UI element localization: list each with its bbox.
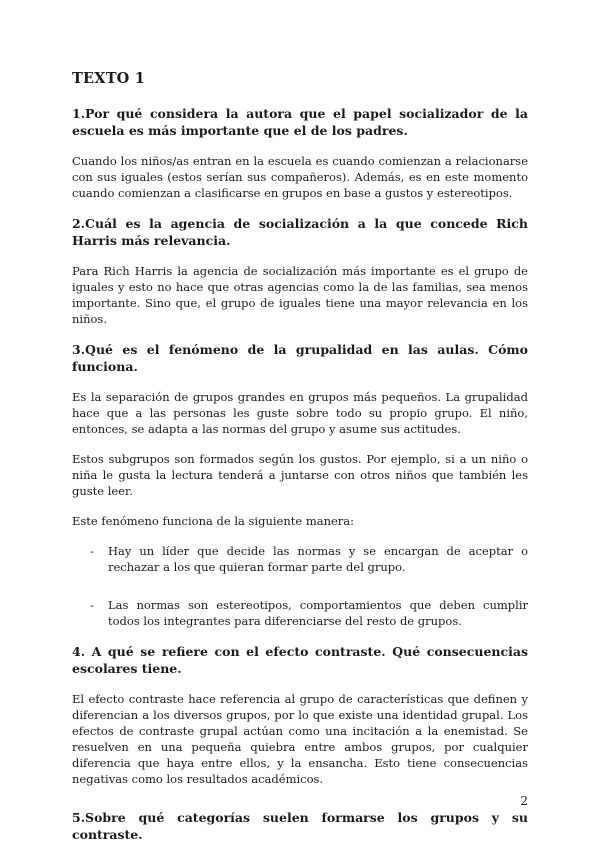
- page-number: 2: [520, 794, 528, 808]
- answer-1-paragraph: Cuando los niños/as entran en la escuela es cuando comienzan a relacionarse con sus iguales (estos serían sus compañeros). Además, es en este momento cuando comienzan a clasificarse en grupos en base a gustos y estereotipos.: [72, 154, 528, 200]
- question-2: 2.Cuál es la agencia de socialización a la que concede Rich Harris más relevancia.: [72, 216, 528, 248]
- question-1: 1.Por qué considera la autora que el papel socializador de la escuela es más importante que el de los padres.: [72, 106, 528, 138]
- question-4: 4. A qué se refiere con el efecto contraste. Qué consecuencias escolares tiene.: [72, 644, 528, 676]
- bullet-dash: -: [90, 598, 94, 612]
- document-title: TEXTO 1: [72, 70, 146, 87]
- answer-3-paragraph-1: Es la separación de grupos grandes en grupos más pequeños. La grupalidad hace que a las personas les guste sobre todo su propio grupo. El niño, entonces, se adapta a las normas del grupo y asume sus actitudes.: [72, 390, 528, 436]
- document-page: [72, 70, 528, 857]
- answer-4-paragraph: El efecto contraste hace referencia al grupo de características que definen y diferencian a los diversos grupos, por lo que existe una identidad grupal. Los efectos de contraste grupal actúan como una incitación a la enemistad. Se resuelven en una pequeña quiebra entre ambos grupos, por cualquier diferencia que haya entre ellos, y la ensancha. Esto tiene consecuencias negativas como los resultados académicos.: [72, 692, 528, 786]
- answer-3-paragraph-2: Estos subgrupos son formados según los gustos. Por ejemplo, si a un niño o niña le gusta la lectura tenderá a juntarse con otros niños que también les guste leer.: [72, 452, 528, 498]
- answer-3-bullet-list: [72, 543, 528, 629]
- question-3: 3.Qué es el fenómeno de la grupalidad en las aulas. Cómo funciona.: [72, 342, 528, 374]
- list-item-text: Las normas son estereotipos, comportamientos que deben cumplir todos los integrantes para diferenciarse del resto de grupos.: [108, 598, 528, 628]
- answer-2-paragraph: Para Rich Harris la agencia de socialización más importante es el grupo de iguales y esto no hace que otras agencias como la de las familias, sea menos importante. Sino que, el grupo de iguales tiene una mayor relevancia en los niños.: [72, 264, 528, 326]
- answer-3-paragraph-3: Este fenómeno funciona de la siguiente manera:: [72, 514, 355, 528]
- list-item: [72, 543, 528, 575]
- section-gap: [72, 801, 528, 809]
- question-5: 5.Sobre qué categorías suelen formarse los grupos y su contraste.: [72, 810, 528, 842]
- list-item-text: Hay un líder que decide las normas y se encargan de aceptar o rechazar a los que quieran formar parte del grupo.: [108, 544, 528, 574]
- list-item: [72, 597, 528, 629]
- bullet-dash: -: [90, 544, 94, 558]
